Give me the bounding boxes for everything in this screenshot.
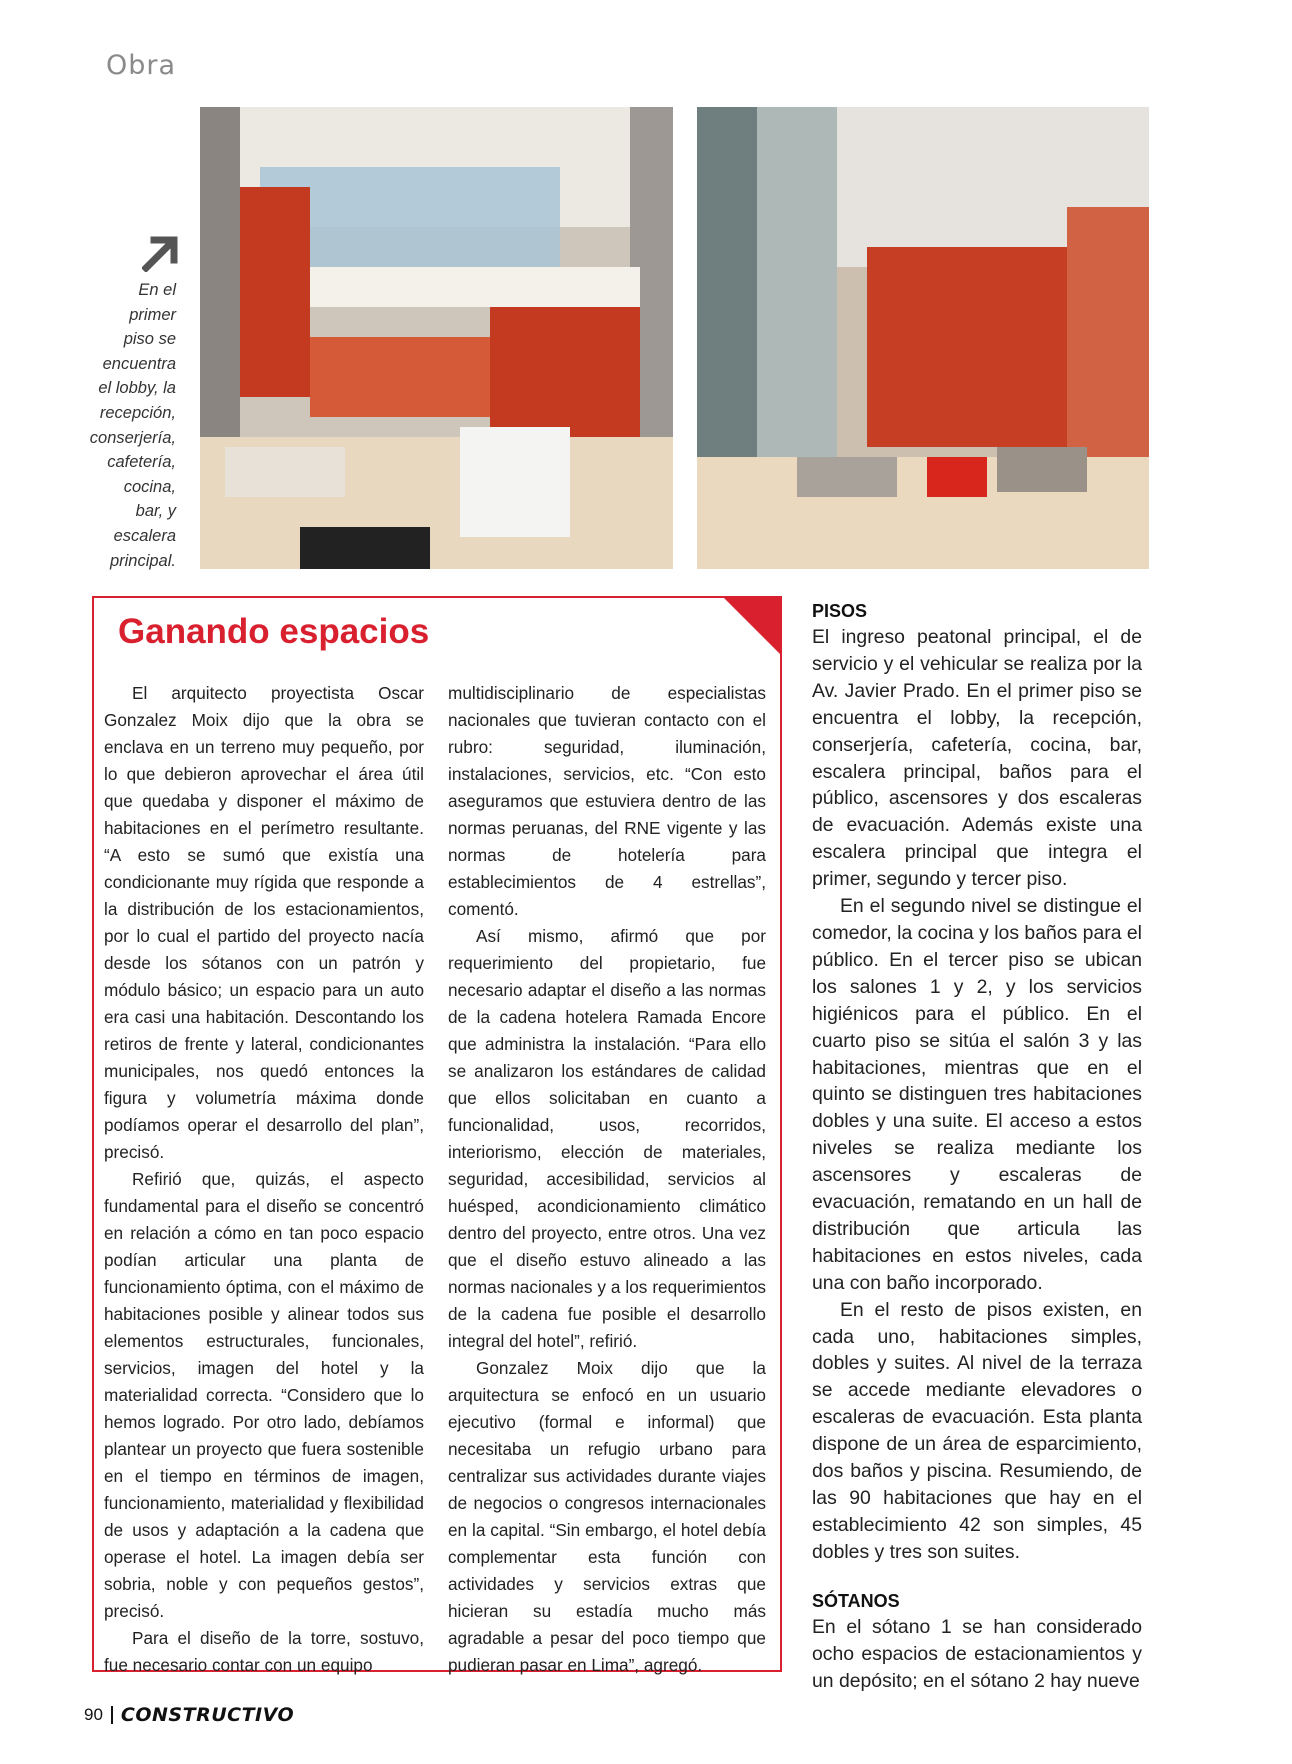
lobby-photo-left [200, 107, 673, 569]
column-1 [104, 680, 424, 1679]
photo-caption [80, 278, 176, 573]
heading-sotanos: SÓTANOS [812, 1590, 900, 1611]
caption-line: cafetería, [107, 453, 176, 472]
caption-line: recepción, [99, 403, 176, 422]
page-footer [84, 1704, 294, 1726]
paragraph: En el segundo nivel se distingue el comedor, la cocina y los baños para el público. En el tercer piso se ubican los salones 1 y 2, y los servicios higiénicos para el público. En el cuarto piso se sitúa el salón 3 y las habitaciones, mientras que en el quinto se distinguen tres habitaciones dobles y una suite. El acceso a estos niveles se realiza mediante los ascensores y escaleras de evacuación, rematando en un hall de distribución que articula las habitaciones en estos niveles, cada una con baño incorporado. [812, 895, 1142, 1294]
box-title: Ganando espacios [118, 612, 430, 651]
arrow-up-right-icon [142, 234, 180, 272]
footer-divider [111, 1706, 113, 1724]
caption-line: primer [129, 305, 176, 324]
caption-line: principal. [109, 551, 176, 570]
caption-line: encuentra [102, 354, 176, 373]
heading-pisos: PISOS [812, 601, 868, 621]
caption-line: escalera [113, 526, 176, 545]
paragraph: El ingreso peatonal principal, el de servicio y el vehicular se realiza por la Av. Javier Prado. En el primer piso se encuentra el lobby, la recepción, conserjería, cafetería, cocina, bar, escalera principal, baños para el público, ascensores y dos escaleras de evacuación. Además existe una escalera principal que integra el primer, segundo y tercer piso. [812, 626, 1142, 891]
paragraph: Gonzalez Moix dijo que la arquitectura se enfocó en un usuario ejecutivo (formal e informal) que necesitaba un refugio urbano para centralizar sus actividades durante viajes de negocios o congresos internacionales en la capital. “Sin embargo, el hotel debía complementar esta función con actividades y servicios extras que hicieran su estadía mucho más agradable a pesar del poco tiempo que pudieran pasar en Lima”, agregó. [448, 1358, 766, 1675]
sidebar-column [812, 598, 1142, 1694]
caption-line: conserjería, [89, 428, 176, 447]
paragraph: En el resto de pisos existen, en cada uno, habitaciones simples, dobles y suites. Al nivel de la terraza se accede mediante elevadores o escaleras de evacuación. Esta planta dispone de un área de esparcimiento, dos baños y piscina. Resumiendo, de las 90 habitaciones que hay en el establecimiento 42 son simples, 45 dobles y tres son suites. [812, 1298, 1142, 1563]
paragraph: El arquitecto proyectista Oscar Gonzalez Moix dijo que la obra se enclava en un terreno muy pequeño, por lo que debieron aprovechar el área útil que quedaba y disponer el máximo de habitaciones en el perímetro resultante. “A esto se sumó que existía una condicionante muy rígida que responde a la distribución de los estacionamientos, por lo cual el partido del proyecto nacía desde los sótanos con un patrón y módulo básico; un espacio para un auto era casi una habitación. Descontando los retiros de frente y lateral, condicionantes municipales, nos quedó entonces la figura y volumetría máxima donde podíamos operar el desarrollo del plan”, precisó. [104, 683, 424, 1162]
paragraph: En el sótano 1 se han considerado ocho espacios de estacionamientos y un depósito; en el sótano 2 hay nueve [812, 1615, 1142, 1692]
paragraph: Refirió que, quizás, el aspecto fundamental para el diseño se concentró en relación a cómo en tan poco espacio podían articular una planta de funcionamiento óptima, con el máximo de habitaciones posible y alinear todos sus elementos estructurales, funcionales, servicios, imagen del hotel y la materialidad correcta. “Considero que lo hemos logrado. Por otro lado, debíamos plantear un proyecto que fuera sostenible en el tiempo en términos de imagen, funcionamiento, materialidad y flexibilidad de usos y adaptación a la cadena que operase el hotel. La imagen debía ser sobria, noble y con pequeños gestos”, precisó. [104, 1169, 424, 1621]
caption-line: cocina, [123, 477, 176, 496]
paragraph: Así mismo, afirmó que por requerimiento del propietario, fue necesario adaptar el diseño a las normas de la cadena hotelera Ramada Encore que administra la instalación. “Para ello se analizaron los estándares de calidad que ellos solicitaban en cuanto a funcionalidad, usos, recorridos, interiorismo, elección de materiales, seguridad, accesibilidad, servicios al huésped, acondicionamiento climático dentro del proyecto, entre otros. Una vez que el diseño estuvo alineado a las normas nacionales y a los requerimientos de la cadena fue posible el desarrollo integral del hotel”, refirió. [448, 926, 766, 1351]
caption-line: En el [138, 281, 176, 299]
magazine-brand: CONSTRUCTIVO [120, 1704, 295, 1726]
paragraph: multidisciplinario de especialistas nacionales que tuvieran contacto con el rubro: seguridad, iluminación, instalaciones, servicios, etc. “Con esto aseguramos que estuviera dentro de las normas peruanas, del RNE vigente y las normas de hotelería para establecimientos de 4 estrellas”, comentó. [448, 683, 766, 919]
caption-line: piso se [123, 330, 176, 349]
corner-triangle [722, 596, 782, 656]
column-2 [448, 680, 766, 1679]
caption-line: el lobby, la [98, 379, 176, 398]
paragraph: Para el diseño de la torre, sostuvo, fue necesario contar con un equipo [104, 1628, 424, 1675]
caption-line: bar, y [135, 502, 176, 521]
section-label: Obra [106, 50, 177, 81]
page-number: 90 [84, 1705, 103, 1724]
lobby-photo-right [697, 107, 1149, 569]
